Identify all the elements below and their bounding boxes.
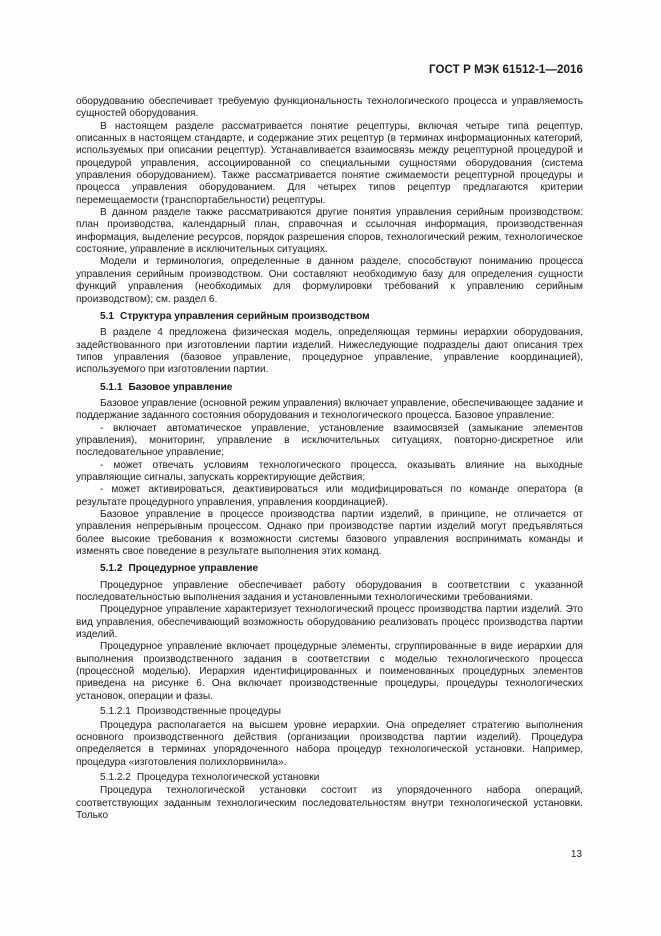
section-title: Структура управления серийным производством [120,310,370,322]
section-title: Базовое управление [128,381,233,393]
document-header: ГОСТ Р МЭК 61512-1—2016 [429,64,583,76]
paragraph: Модели и терминология, определенные в данном разделе, способствуют пониманию процесса управления серийным производством. Они составляют необходимую базу для определения сущности функций управления (необходимых для формулировки требований к управлению серийным производством); см. раздел 6. [76,256,583,305]
list-item: - может отвечать условиям технологического процесса, оказывать влияние на выходные управляющие сигналы, запускать корректирующие действия; [76,459,583,483]
list-item: - включает автоматическое управление, установление взаимосвязей (замыкание элементов управления), мониторинг, управление в исключительных ситуациях, повторно-дискретное или последовательное управление; [76,422,583,459]
paragraph: Процедура располагается на высшем уровне иерархии. Она определяет стратегию выполнения основного производственного действия (организации производства партии изделий). Процедура определяется в терминах упорядоченного набора процедур технологической установки. Например, процедура «изготовления полихлорвинила». [76,719,583,768]
section-heading-5-1-1 [76,382,583,394]
section-heading-5-1-2 [76,563,583,575]
paragraph: оборудованию обеспечивает требуемую функциональность технологического процесса и управляемость сущностей оборудования. [76,96,583,120]
section-number: 5.1.2.1 [100,706,131,718]
section-number: 5.1.2 [100,563,123,575]
paragraph: Процедура технологической установки состоит из упорядоченного набора операций, соответствующих заданным технологическим последовательностям внутри технологической установки. Только [76,785,583,821]
section-title: Процедура технологической установки [136,771,320,783]
document-body [76,96,583,822]
paragraph: Процедурное управление характеризует технологический процесс производства партии изделий. Это вид управления, обеспечивающий возможность оборудованию реализовать процесс производства партии изделий. [76,604,583,641]
paragraph: Базовое управление в процессе производства партии изделий, в принципе, не отличается от управления непрерывным процессом. Однако при производстве партии изделий могут предъявляться более высокие требования к возможности системы базового управления воспринимать команды и изменять свое поведение в результате выполнения этих команд. [76,509,583,558]
section-number: 5.1.2.2 [100,771,131,783]
page-number: 13 [570,849,582,860]
section-title: Производственные процедуры [136,706,281,718]
paragraph: Базовое управление (основной режим управления) включает управление, обеспечивающее задание и поддержание заданного состояния оборудования и технологического процесса. Базовое управление: [76,397,583,422]
section-number: 5.1.1 [100,381,123,393]
paragraph: В разделе 4 предложена физическая модель, определяющая термины иерархии оборудования, задействованного при изготовлении партии изделий. Нижеследующие подразделы дают описания трех типов управления (базовое управление, процедурное управление, управление координацией), используемого при изготовлении партии. [76,327,583,376]
section-number: 5.1 [100,310,115,322]
list-item: - может активироваться, деактивироваться или модифицироваться по команде оператора (в результате процедурного управления, управления координацией). [76,484,583,508]
paragraph: В настоящем разделе рассматривается понятие рецептуры, включая четыре типа рецептур, описанных в настоящем стандарте, и содержание этих рецептур (в терминах информационных категорий, используемых при описании рецептур). Устанавливается взаимосвязь между рецептурной процедурой и процедурой управления, ассоциированной со специальными сущностями оборудования (система управления оборудованием). Также рассматривается понятие сжимаемости рецептурной процедуры и процесса управления оборудованием. Для четырех типов рецептур предлагаются критерии перемещаемости (транспортабельности) рецептуры. [76,120,583,206]
paragraph: В данном разделе также рассматриваются другие понятия управления серийным производством: план производства, календарный план, справочная и ссылочная информация, производственная информация, выделение ресурсов, порядок разрешения споров, технологический режим, технологическое состояние, управление в исключительных ситуациях. [76,207,583,256]
section-title: Процедурное управление [128,563,259,575]
section-heading-5-1-2-1 [76,706,583,718]
paragraph: Процедурное управление включает процедурные элементы, сгруппированные в виде иерархии для выполнения производственного задания в соответствии с моделью технологического процесса (процессной моделью). Иерархия идентифицированных и поименованных процедурных элементов приведена на рисунке 6. Она включает производственные процедуры, процедуры технологических установок, операции и фазы. [76,641,583,702]
section-heading-5-1 [76,311,583,323]
section-heading-5-1-2-2 [76,772,583,784]
paragraph: Процедурное управление обеспечивает работу оборудования в соответствии с указанной последовательностью выполнения задания и установленными технологическими требованиями. [76,579,583,604]
